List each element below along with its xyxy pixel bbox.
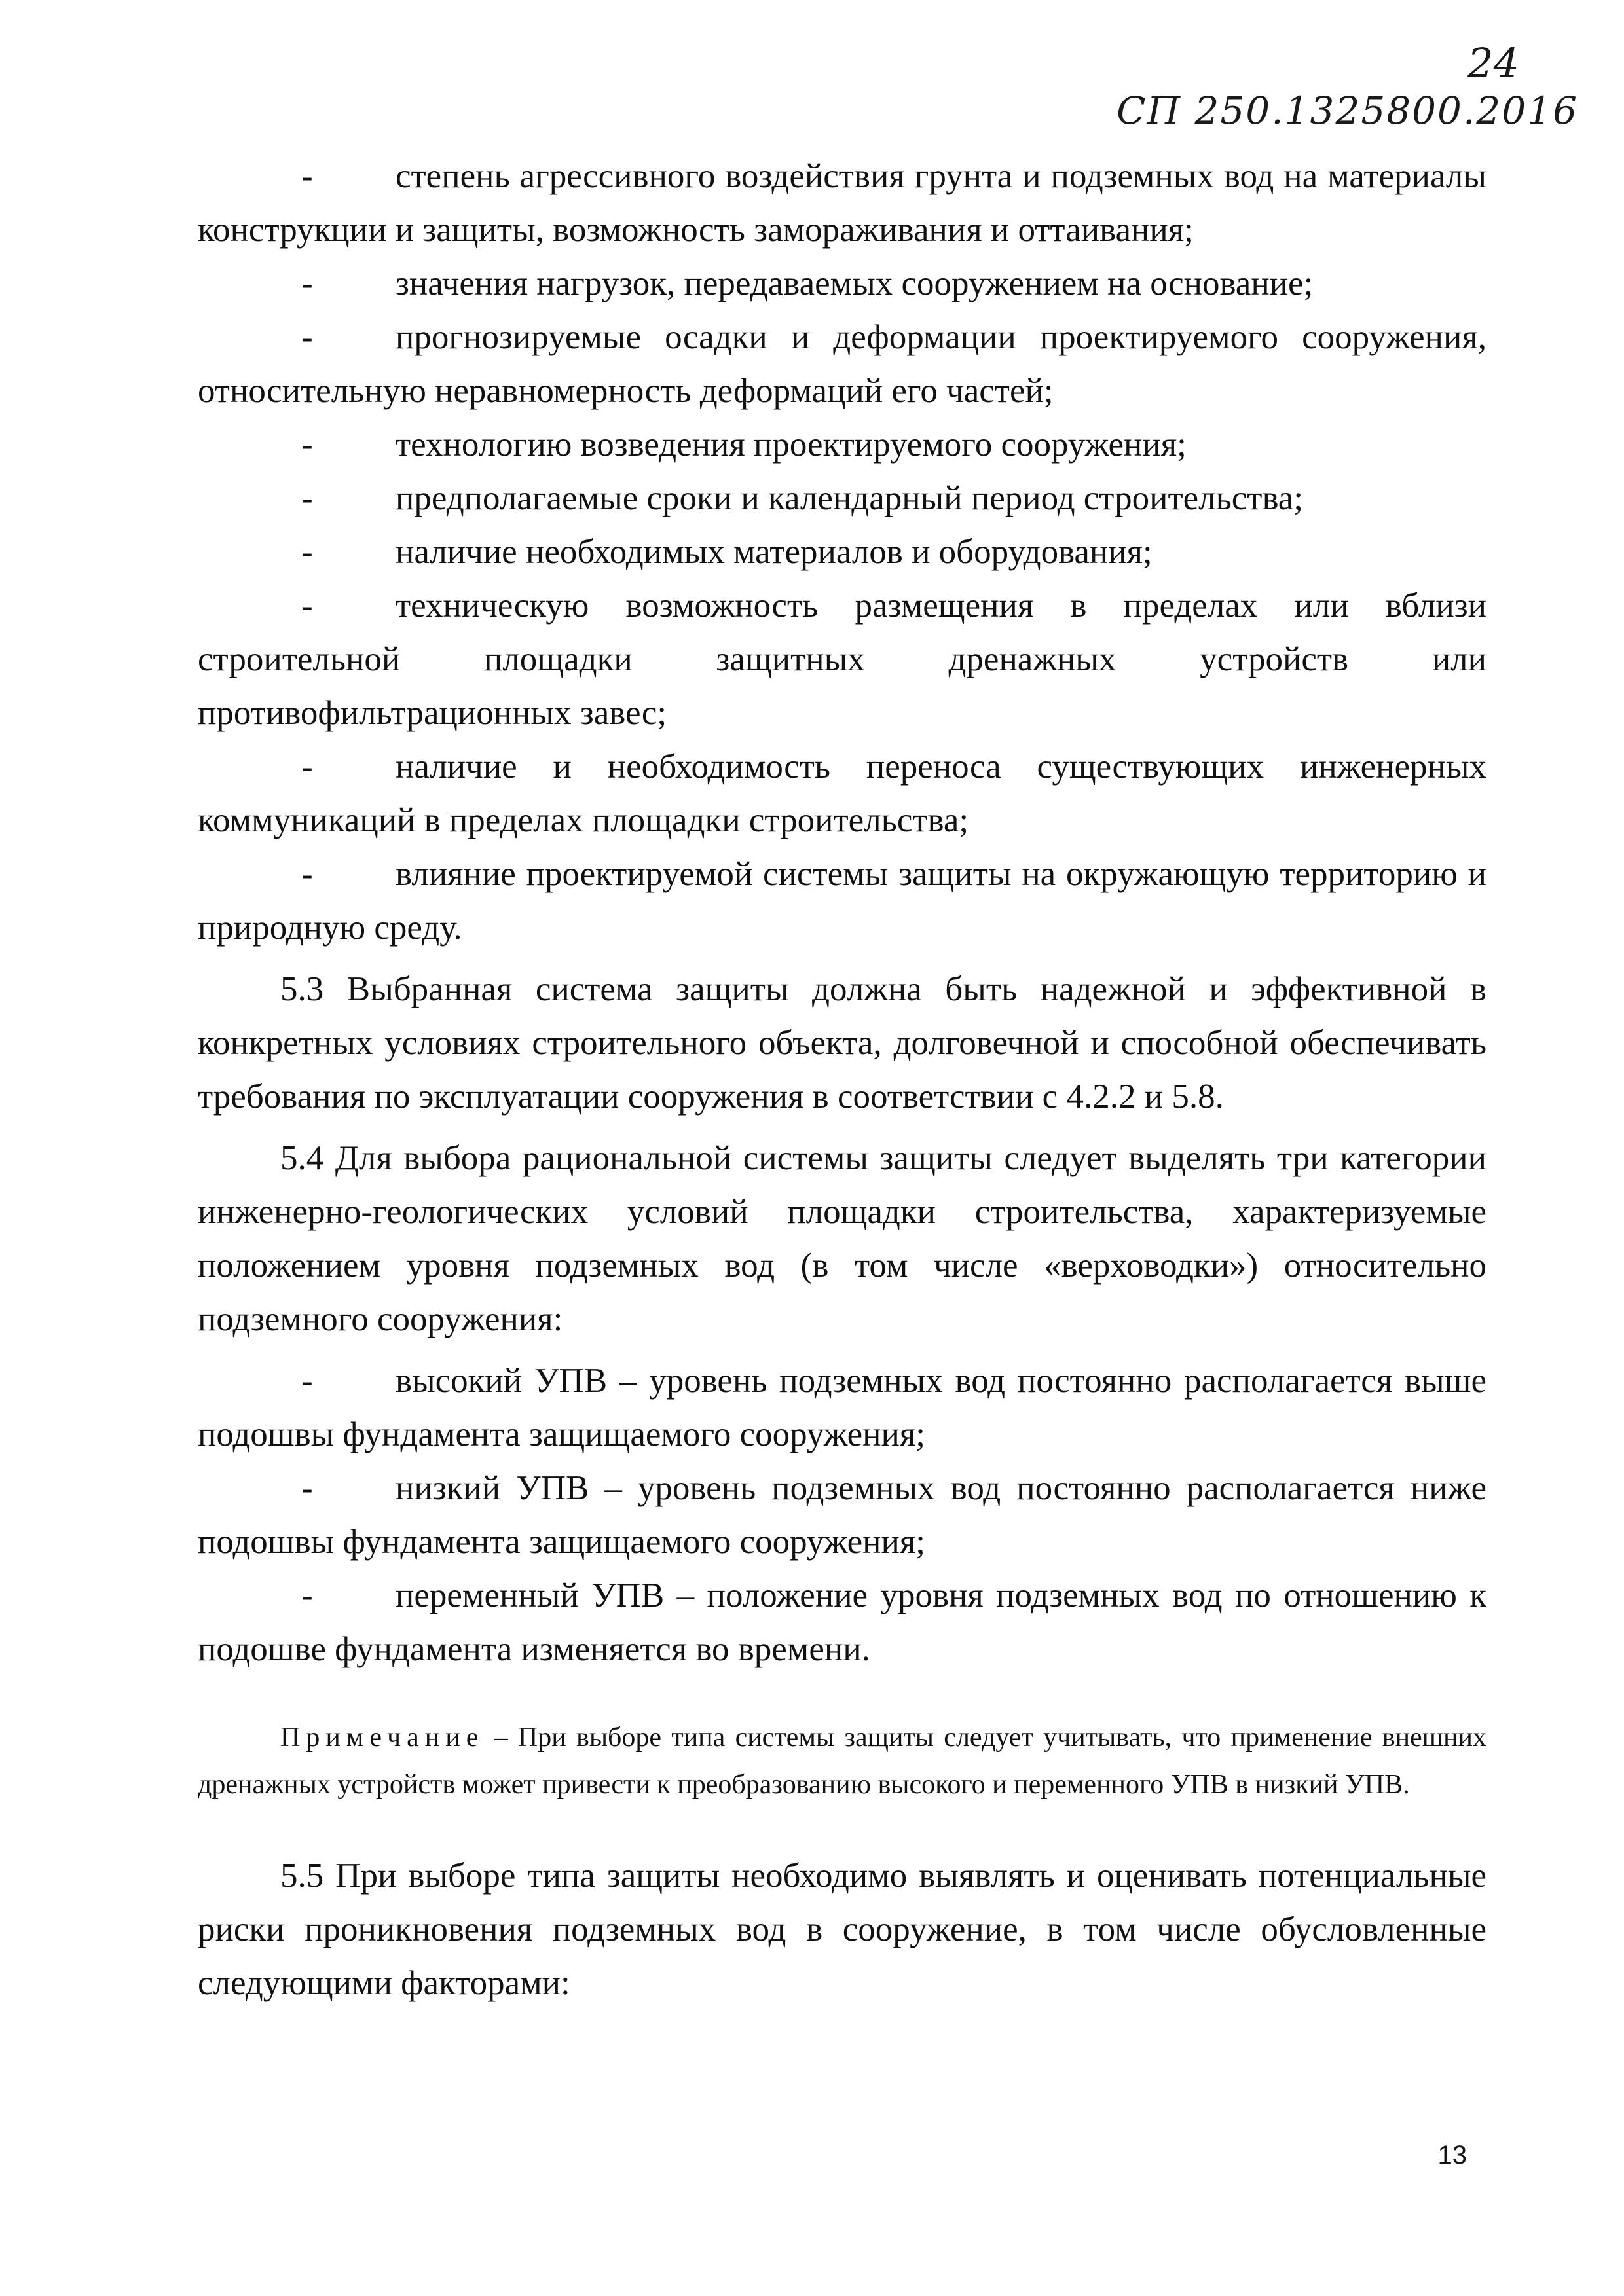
handwritten-sheet-number: 24 [1467, 39, 1519, 87]
list-item-text: низкий УПВ – уровень подземных вод постоянно располагается ниже подошвы фундамента защищаемого сооружения; [198, 1469, 1486, 1561]
bullet-dash: - [301, 1469, 313, 1507]
note [198, 1714, 1486, 1808]
list-item [198, 257, 1486, 310]
list-item [198, 418, 1486, 471]
list-item-text: наличие необходимых материалов и оборудования; [396, 533, 1153, 571]
list-item [198, 310, 1486, 418]
list-item-text: техническую возможность размещения в пределах или вблизи строительной площадки защитных дренажных устройств или противофильтрационных завес; [198, 587, 1486, 732]
bullet-dash: - [301, 587, 313, 625]
list-item-text: переменный УПВ – положение уровня подземных вод по отношению к подошве фундамента изменяется во времени. [198, 1576, 1486, 1668]
bullet-dash: - [301, 264, 313, 302]
bullet-dash: - [301, 1362, 313, 1400]
note-label: Примечание [280, 1722, 485, 1753]
list-item-text: влияние проектируемой системы защиты на окружающую территорию и природную среду. [198, 855, 1486, 947]
paragraph-5-5: 5.5 При выборе типа защиты необходимо выявлять и оценивать потенциальные риски проникновения подземных вод в сооружение, в том числе обусловленные следующими факторами: [198, 1857, 1486, 2002]
list-item-text: высокий УПВ – уровень подземных вод постоянно располагается выше подошвы фундамента защищаемого сооружения; [198, 1362, 1486, 1453]
list-item [198, 1354, 1486, 1461]
paragraph-5-4: 5.4 Для выбора рациональной системы защиты следует выделять три категории инженерно-геологических условий площадки строительства, характеризуемые положением уровня подземных вод (в том числе «верховодки») относительно подземного сооружения: [198, 1139, 1486, 1338]
list-item-text: степень агрессивного воздействия грунта и подземных вод на материалы конструкции и защиты, возможность замораживания и оттаивания; [198, 157, 1486, 249]
list-item [198, 525, 1486, 579]
note-text: – При выборе типа системы защиты следует учитывать, что применение внешних дренажных устройств может привести к преобразованию высокого и переменного УПВ в низкий УПВ. [198, 1722, 1486, 1800]
paragraph-5-3: 5.3 Выбранная система защиты должна быть надежной и эффективной в конкретных условиях строительного объекта, долговечной и способной обеспечивать требования по эксплуатации сооружения в соответствии с 4.2.2 и 5.8. [198, 970, 1486, 1116]
list-item [198, 579, 1486, 740]
bullet-dash: - [301, 479, 313, 517]
list-item-text: прогнозируемые осадки и деформации проектируемого сооружения, относительную неравномерность деформаций его частей; [198, 318, 1486, 410]
page-number: 13 [1437, 2141, 1467, 2170]
bullet-dash: - [301, 157, 313, 195]
bullet-dash: - [301, 748, 313, 786]
bullet-dash: - [301, 426, 313, 464]
list-item-text: значения нагрузок, передаваемых сооружением на основание; [396, 264, 1314, 302]
handwritten-document-code: СП 250.1325800.2016 [1116, 88, 1578, 133]
document-body [198, 149, 1486, 2010]
list-item-text: предполагаемые сроки и календарный период строительства; [396, 479, 1304, 517]
list-item-text: технологию возведения проектируемого сооружения; [396, 426, 1187, 464]
bullet-dash: - [301, 1576, 313, 1614]
list-item [198, 1569, 1486, 1676]
list-item [198, 149, 1486, 257]
list-item-text: наличие и необходимость переноса существующих инженерных коммуникаций в пределах площадки строительства; [198, 748, 1486, 839]
bullet-dash: - [301, 533, 313, 571]
list-item [198, 471, 1486, 525]
bullet-dash: - [301, 855, 313, 893]
bullet-dash: - [301, 318, 313, 356]
list-item [198, 740, 1486, 847]
list-item [198, 1461, 1486, 1569]
list-item [198, 847, 1486, 955]
